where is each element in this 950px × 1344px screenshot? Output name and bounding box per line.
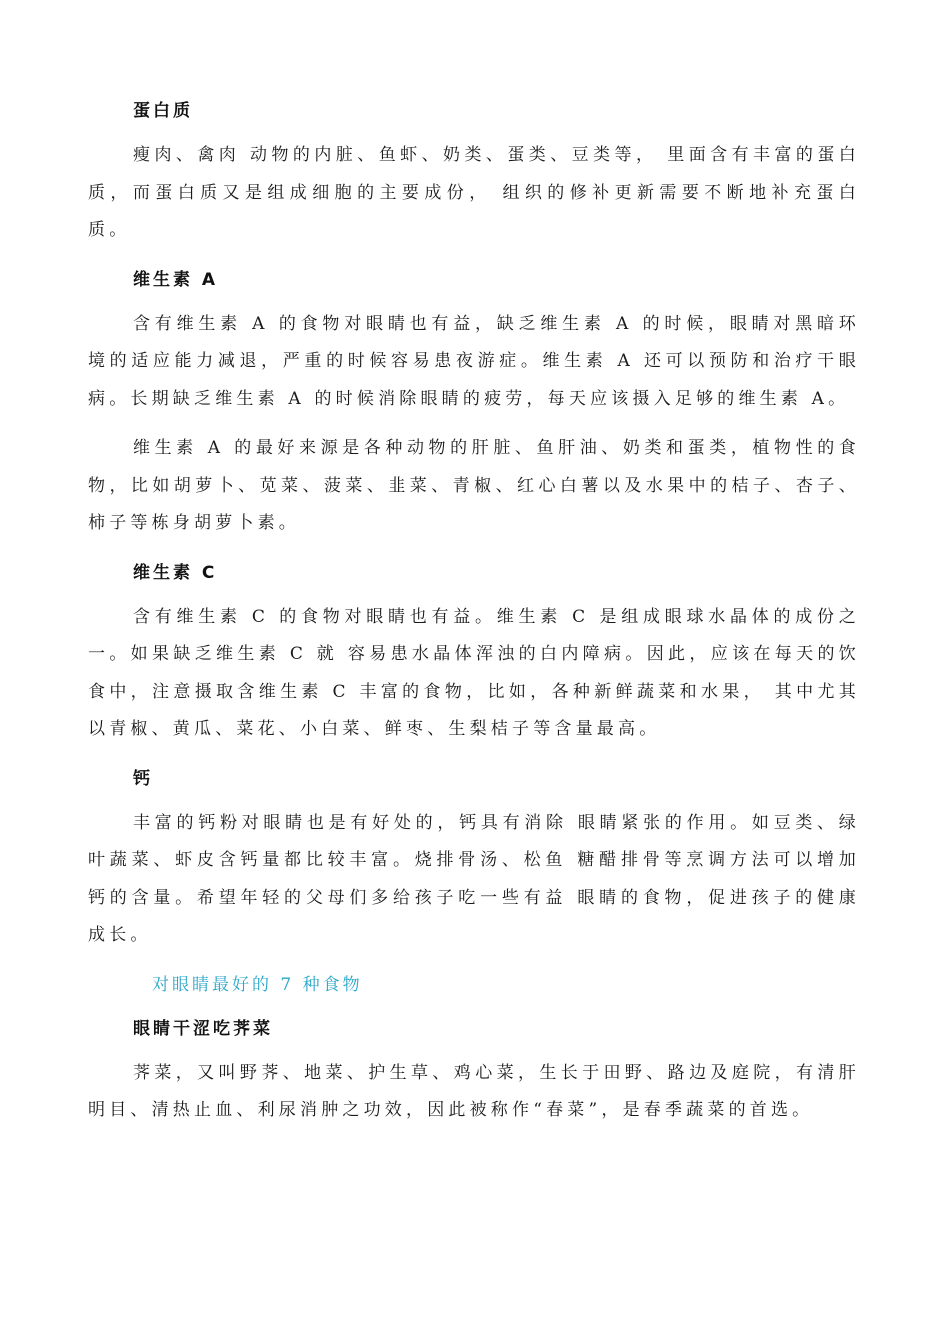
section-calcium [88,761,860,967]
spacer [88,591,860,599]
paragraph: 含有维生素 A 的食物对眼睛也有益，缺乏维生素 A 的时候，眼睛对黑暗环境的适应能力减退，严重的时候容易患夜游症。维生素 A 还可以预防和治疗干眼病。长期缺乏维生素 A 的时候消除眼睛的疲劳，每天应该摄入足够的维生素 A。 [88,313,860,409]
spacer [88,129,860,137]
spacer [88,955,860,967]
section-protein [88,93,860,262]
spacer [88,797,860,805]
section-vitamin-c [88,555,860,761]
paragraph: 瘦肉、禽肉 动物的内脏、鱼虾、奶类、蛋类、豆类等， 里面含有丰富的蛋白质，而蛋白质又是组成细胞的主要成份， 组织的修补更新需要不断地补充蛋白质。 [88,145,860,240]
section-heading: 维生素 C [133,562,218,583]
spacer [88,298,860,306]
section-shepherds-purse [88,1011,860,1130]
spacer [88,250,860,262]
paragraph: 维生素 A 的最好来源是各种动物的肝脏、鱼肝油、奶类和蛋类，植物性的食物，比如胡萝卜、苋菜、菠菜、韭菜、青椒、红心白薯以及水果中的桔子、杏子、柿子等栋身胡萝卜素。 [88,438,860,533]
paragraph: 含有维生素 C 的食物对眼睛也有益。维生素 C 是组成眼球水晶体的成份之一。如果缺乏维生素 C 就 容易患水晶体浑浊的白内障病。因此，应该在每天的饮食中，注意摄取含维生素 C 丰富的食物，比如，各种新鲜蔬菜和水果， 其中尤其以青椒、黄瓜、菜花、小白菜、鲜枣、生梨桔子等含量最高。 [88,606,860,739]
section-heading: 蛋白质 [133,101,193,121]
spacer [88,543,860,555]
section-vitamin-a [88,262,860,555]
document-content [88,93,860,1130]
section-heading: 维生素 A [133,269,219,290]
spacer [88,1003,860,1011]
paragraph: 丰富的钙粉对眼睛也是有好处的，钙具有消除 眼睛紧张的作用。如豆类、绿叶蔬菜、虾皮含钙量都比较丰富。烧排骨汤、松鱼 糖醋排骨等烹调方法可以增加钙的含量。希望年轻的父母们多给孩子吃一些有益 眼睛的食物，促进孩子的健康成长。 [88,812,860,945]
spacer [88,1047,860,1055]
spacer [88,418,860,430]
section-heading: 钙 [133,768,153,789]
paragraph: 荠菜，又叫野荠、地菜、护生草、鸡心菜，生长于田野、路边及庭院，有清肝明目、清热止血、利尿消肿之功效，因此被称作“春菜”，是春季蔬菜的首选。 [88,1062,860,1120]
article-link[interactable]: 对眼睛最好的 7 种食物 [152,974,363,995]
section-heading: 眼睛干涩吃荠菜 [133,1018,273,1039]
spacer [88,749,860,761]
